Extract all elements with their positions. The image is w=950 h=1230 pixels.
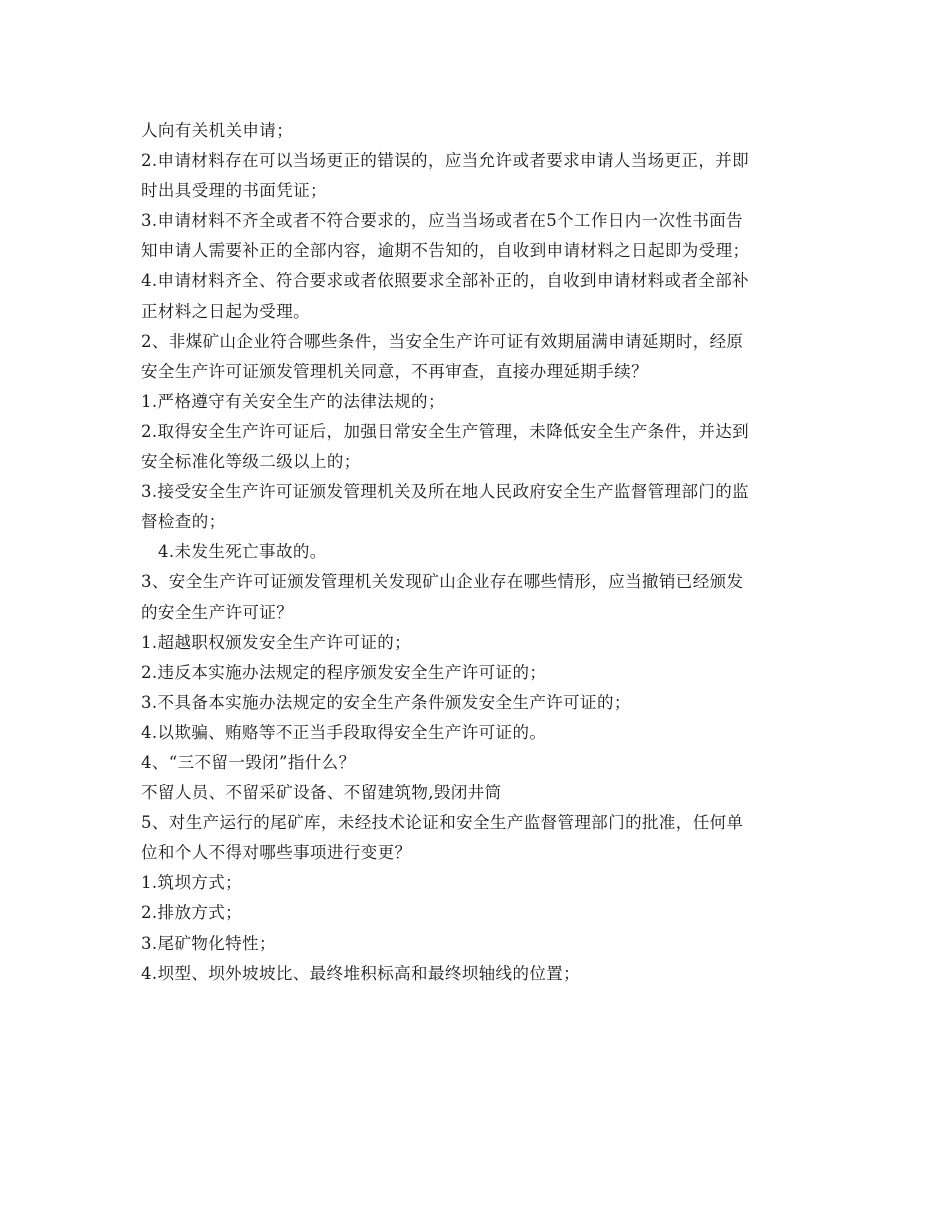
question-heading: 4、“三不留一毁闭”指什么？ [141,752,356,772]
text-line: 3.申请材料不齐全或者不符合要求的，应当当场或者在5个工作日内一次性书面告 [141,211,744,231]
text-line: 1.超越职权颁发安全生产许可证的； [141,632,412,652]
text-line: 的安全生产许可证？ [141,602,294,622]
question-heading: 5、对生产运行的尾矿库，未经技术论证和安全生产监督管理部门的批准，任何单 [141,813,744,833]
text-line: 3.尾矿物化特性； [141,933,276,953]
text-line: 2.违反本实施办法规定的程序颁发安全生产许可证的； [141,662,547,682]
text-line: 1.严格遵守有关安全生产的法律法规的； [141,391,445,411]
question-heading: 2、非煤矿山企业符合哪些条件，当安全生产许可证有效期届满申请延期时，经原 [141,331,744,351]
text-line: 4.以欺骗、贿赂等不正当手段取得安全生产许可证的。 [141,722,547,742]
text-line: 安全标准化等级二级以上的； [141,452,361,472]
text-line: 3.接受安全生产许可证颁发管理机关及所在地人民政府安全生产监督管理部门的监 [141,482,750,502]
text-line: 1.筑坝方式； [141,873,243,893]
text-line: 人向有关机关申请； [141,121,294,140]
question-heading: 3、安全生产许可证颁发管理机关发现矿山企业存在哪些情形，应当撤销已经颁发 [141,572,744,592]
text-line: 正材料之日起为受理。 [141,301,310,321]
text-line: 督检查的； [141,512,226,532]
text-line: 不留人员、不留采矿设备、不留建筑物,毁闭井筒 [141,783,502,803]
text-line: 4.坝型、坝外坡坡比、最终堆积标高和最终坝轴线的位置； [141,963,581,983]
text-line: 4.申请材料齐全、符合要求或者依照要求全部补正的，自收到申请材料或者全部补 [141,271,750,291]
text-line: 知申请人需要补正的全部内容，逾期不告知的，自收到申请材料之日起即为受理； [141,241,750,261]
text-line: 时出具受理的书面凭证； [141,181,327,201]
text-line: 2.申请材料存在可以当场更正的错误的，应当允许或者要求申请人当场更正，并即 [141,151,750,171]
text-line: 2.排放方式； [141,903,243,923]
text-line: 4.未发生死亡事故的。 [158,542,327,562]
text-line: 2.取得安全生产许可证后，加强日常安全生产管理，未降低安全生产条件，并达到 [141,421,750,441]
text-line: 安全生产许可证颁发管理机关同意，不再审查，直接办理延期手续？ [141,361,648,381]
text-line: 3.不具备本实施办法规定的安全生产条件颁发安全生产许可证的； [141,692,631,712]
document-body [141,116,821,989]
text-line: 位和个人不得对哪些事项进行变更？ [141,843,412,863]
